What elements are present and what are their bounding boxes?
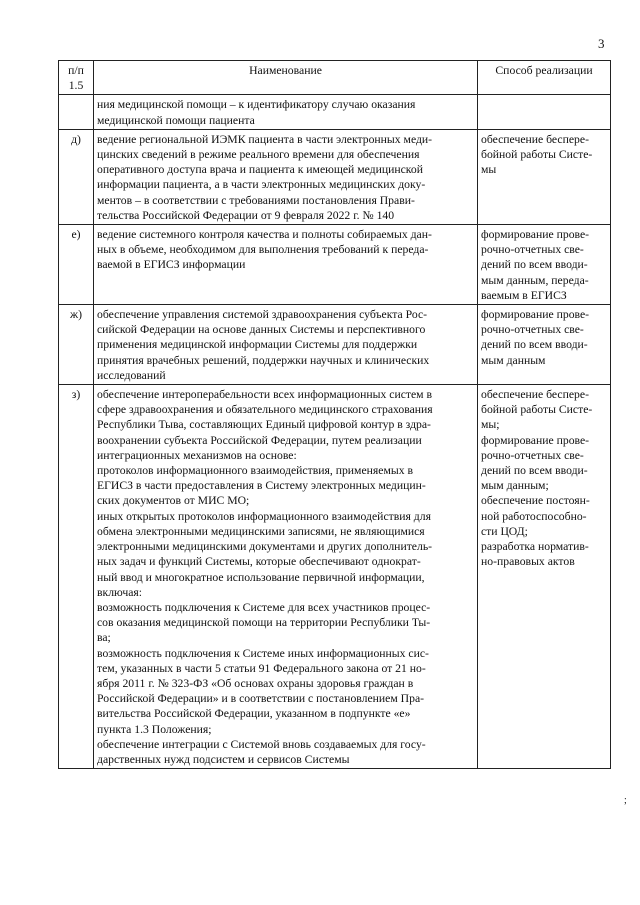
row-method-line: дений по всем вводи-	[481, 464, 588, 478]
row-number-cell: з)	[59, 385, 94, 769]
row-name-line: ных в объеме, необходимом для выполнения требований к переда-	[97, 243, 429, 257]
row-name-line: обеспечение интеграции с Системой вновь создаваемых для госу-	[97, 737, 426, 751]
row-method-line: мым данным, переда-	[481, 273, 589, 287]
row-name-line: обмена электронными медицинскими записями, не являющимися	[97, 524, 425, 538]
table-row	[59, 95, 611, 129]
row-name-line: ных задач и функций Системы, которые обеспечивают однократ-	[97, 555, 421, 569]
row-method-line: но-правовых актов	[481, 555, 575, 569]
row-name-line: медицинской помощи пациента	[97, 113, 255, 127]
row-name-line: исследований	[97, 368, 166, 382]
row-method-line: ваемым в ЕГИСЗ	[481, 288, 567, 302]
header-method-cell: Способ реализации	[478, 61, 611, 95]
row-name-line: Республики Тыва, составляющих Единый цифровой контур в здра-	[97, 418, 431, 432]
row-name-line: возможность подключения к Системе иных информационных сис-	[97, 646, 429, 660]
row-name-cell	[94, 129, 478, 224]
row-name-line: ваемой в ЕГИСЗ информации	[97, 258, 246, 272]
row-method-line: формирование прове-	[481, 308, 590, 322]
row-name-line: пункта 1.3 Положения;	[97, 722, 212, 736]
row-name-line: сийской Федерации на основе данных Системы и перспективного	[97, 323, 426, 337]
table-row	[59, 129, 611, 224]
row-name-line: принятия врачебных решений, поддержки научных и клинических	[97, 353, 430, 367]
row-name-line: интеграционных механизмов на основе:	[97, 448, 297, 462]
row-name-line: Российской Федерации» и в соответствии с постановлением Пра-	[97, 692, 425, 706]
row-name-line: иных открытых протоколов информационного взаимодействия для	[97, 509, 431, 523]
header-number-cell	[59, 61, 94, 95]
row-name-line: оперативного доступа врача и пациента к имеющей медицинской	[97, 163, 423, 177]
header-number-label: п/п	[68, 64, 84, 77]
page-number: 3	[598, 36, 605, 51]
row-name-line: тем, указанных в части 5 статьи 91 Федерального закона от 21 но-	[97, 661, 426, 675]
row-method-line: бойной работы Систе-	[481, 148, 593, 162]
row-name-line: обеспечение интероперабельности всех информационных систем в	[97, 388, 433, 402]
row-name-line: вительства Российской Федерации, указанном в подпункте «е»	[97, 707, 411, 721]
row-name-line: тельства Российской Федерации от 9 февраля 2022 г. № 140	[97, 208, 395, 222]
row-method-line: разработка норматив-	[481, 540, 589, 554]
row-name-line: ведение системного контроля качества и полноты собираемых дан-	[97, 228, 432, 242]
row-method-line: формирование прове-	[481, 228, 590, 242]
row-name-line: электронными медицинскими документами и других дополнитель-	[97, 540, 433, 554]
table-row	[59, 305, 611, 385]
requirements-table	[58, 60, 611, 769]
row-name-line: ва;	[97, 631, 111, 645]
row-method-cell	[478, 129, 611, 224]
row-name-line: ЕГИСЗ в части предоставления в Систему электронных медицин-	[97, 479, 426, 493]
row-name-line: ведение региональной ИЭМК пациента в части электронных меди-	[97, 132, 433, 146]
row-method-line: обеспечение постоян-	[481, 494, 590, 508]
row-method-line: рочно-отчетных све-	[481, 323, 584, 337]
row-method-cell	[478, 95, 611, 129]
table-row	[59, 225, 611, 305]
row-method-cell	[478, 225, 611, 305]
table-row	[59, 385, 611, 769]
row-method-line: ной работоспособно-	[481, 509, 587, 523]
row-name-line: сфере здравоохранения и обязательного медицинского страхования	[97, 403, 433, 417]
header-name-cell: Наименование	[94, 61, 478, 95]
row-name-line: ментов – в соответствии с требованиями постановления Прави-	[97, 193, 415, 207]
row-number-cell: д)	[59, 129, 94, 224]
row-method-line: дений по всем вводи-	[481, 258, 588, 272]
header-number-section: 1.5	[68, 79, 84, 93]
row-number-cell: ж)	[59, 305, 94, 385]
row-number-cell: е)	[59, 225, 94, 305]
row-name-line: воохранении субъекта Российской Федерации, путем реализации	[97, 433, 422, 447]
row-method-line: рочно-отчетных све-	[481, 448, 584, 462]
row-number-cell	[59, 95, 94, 129]
row-name-line: сов оказания медицинской помощи на территории Республики Ты-	[97, 616, 431, 630]
row-name-line: информации пациента, а в части электронных медицинских доку-	[97, 178, 426, 192]
row-method-line: мым данным	[481, 353, 546, 367]
row-name-cell	[94, 225, 478, 305]
row-name-line: обеспечение управления системой здравоохранения субъекта Рос-	[97, 308, 428, 322]
row-method-line: рочно-отчетных све-	[481, 243, 584, 257]
row-method-line: дений по всем вводи-	[481, 338, 588, 352]
row-name-cell	[94, 385, 478, 769]
row-name-line: включая:	[97, 585, 143, 599]
row-method-line: формирование прове-	[481, 433, 590, 447]
row-method-line: сти ЦОД;	[481, 524, 528, 538]
row-method-cell	[478, 305, 611, 385]
row-name-cell	[94, 305, 478, 385]
row-method-line: мы	[481, 163, 497, 177]
row-name-cell	[94, 95, 478, 129]
row-name-line: протоколов информационного взаимодействия, применяемых в	[97, 464, 413, 478]
row-method-cell	[478, 385, 611, 769]
row-name-line: ния медицинской помощи – к идентификатору случаю оказания	[97, 98, 416, 112]
row-method-line: мы;	[481, 418, 500, 432]
row-method-line: мым данным;	[481, 479, 549, 493]
row-name-line: ный ввод и многократное использование первичной информации,	[97, 570, 425, 584]
row-name-line: ября 2011 г. № 323-ФЗ «Об основах охраны здоровья граждан в	[97, 676, 414, 690]
row-name-line: дарственных нужд подсистем и сервисов Системы	[97, 752, 350, 766]
row-name-line: цинских сведений в режиме реального времени для обеспечения	[97, 148, 420, 162]
row-name-line: применения медицинской информации Системы для поддержки	[97, 338, 418, 352]
table-header-row	[59, 61, 611, 95]
row-method-line: обеспечение беспере-	[481, 132, 589, 146]
row-name-line: ских документов от МИС МО;	[97, 494, 250, 508]
row-name-line: возможность подключения к Системе для всех участников процес-	[97, 600, 431, 614]
row-method-line: бойной работы Систе-	[481, 403, 593, 417]
margin-mark: ;	[624, 795, 627, 806]
row-method-line: обеспечение беспере-	[481, 388, 589, 402]
